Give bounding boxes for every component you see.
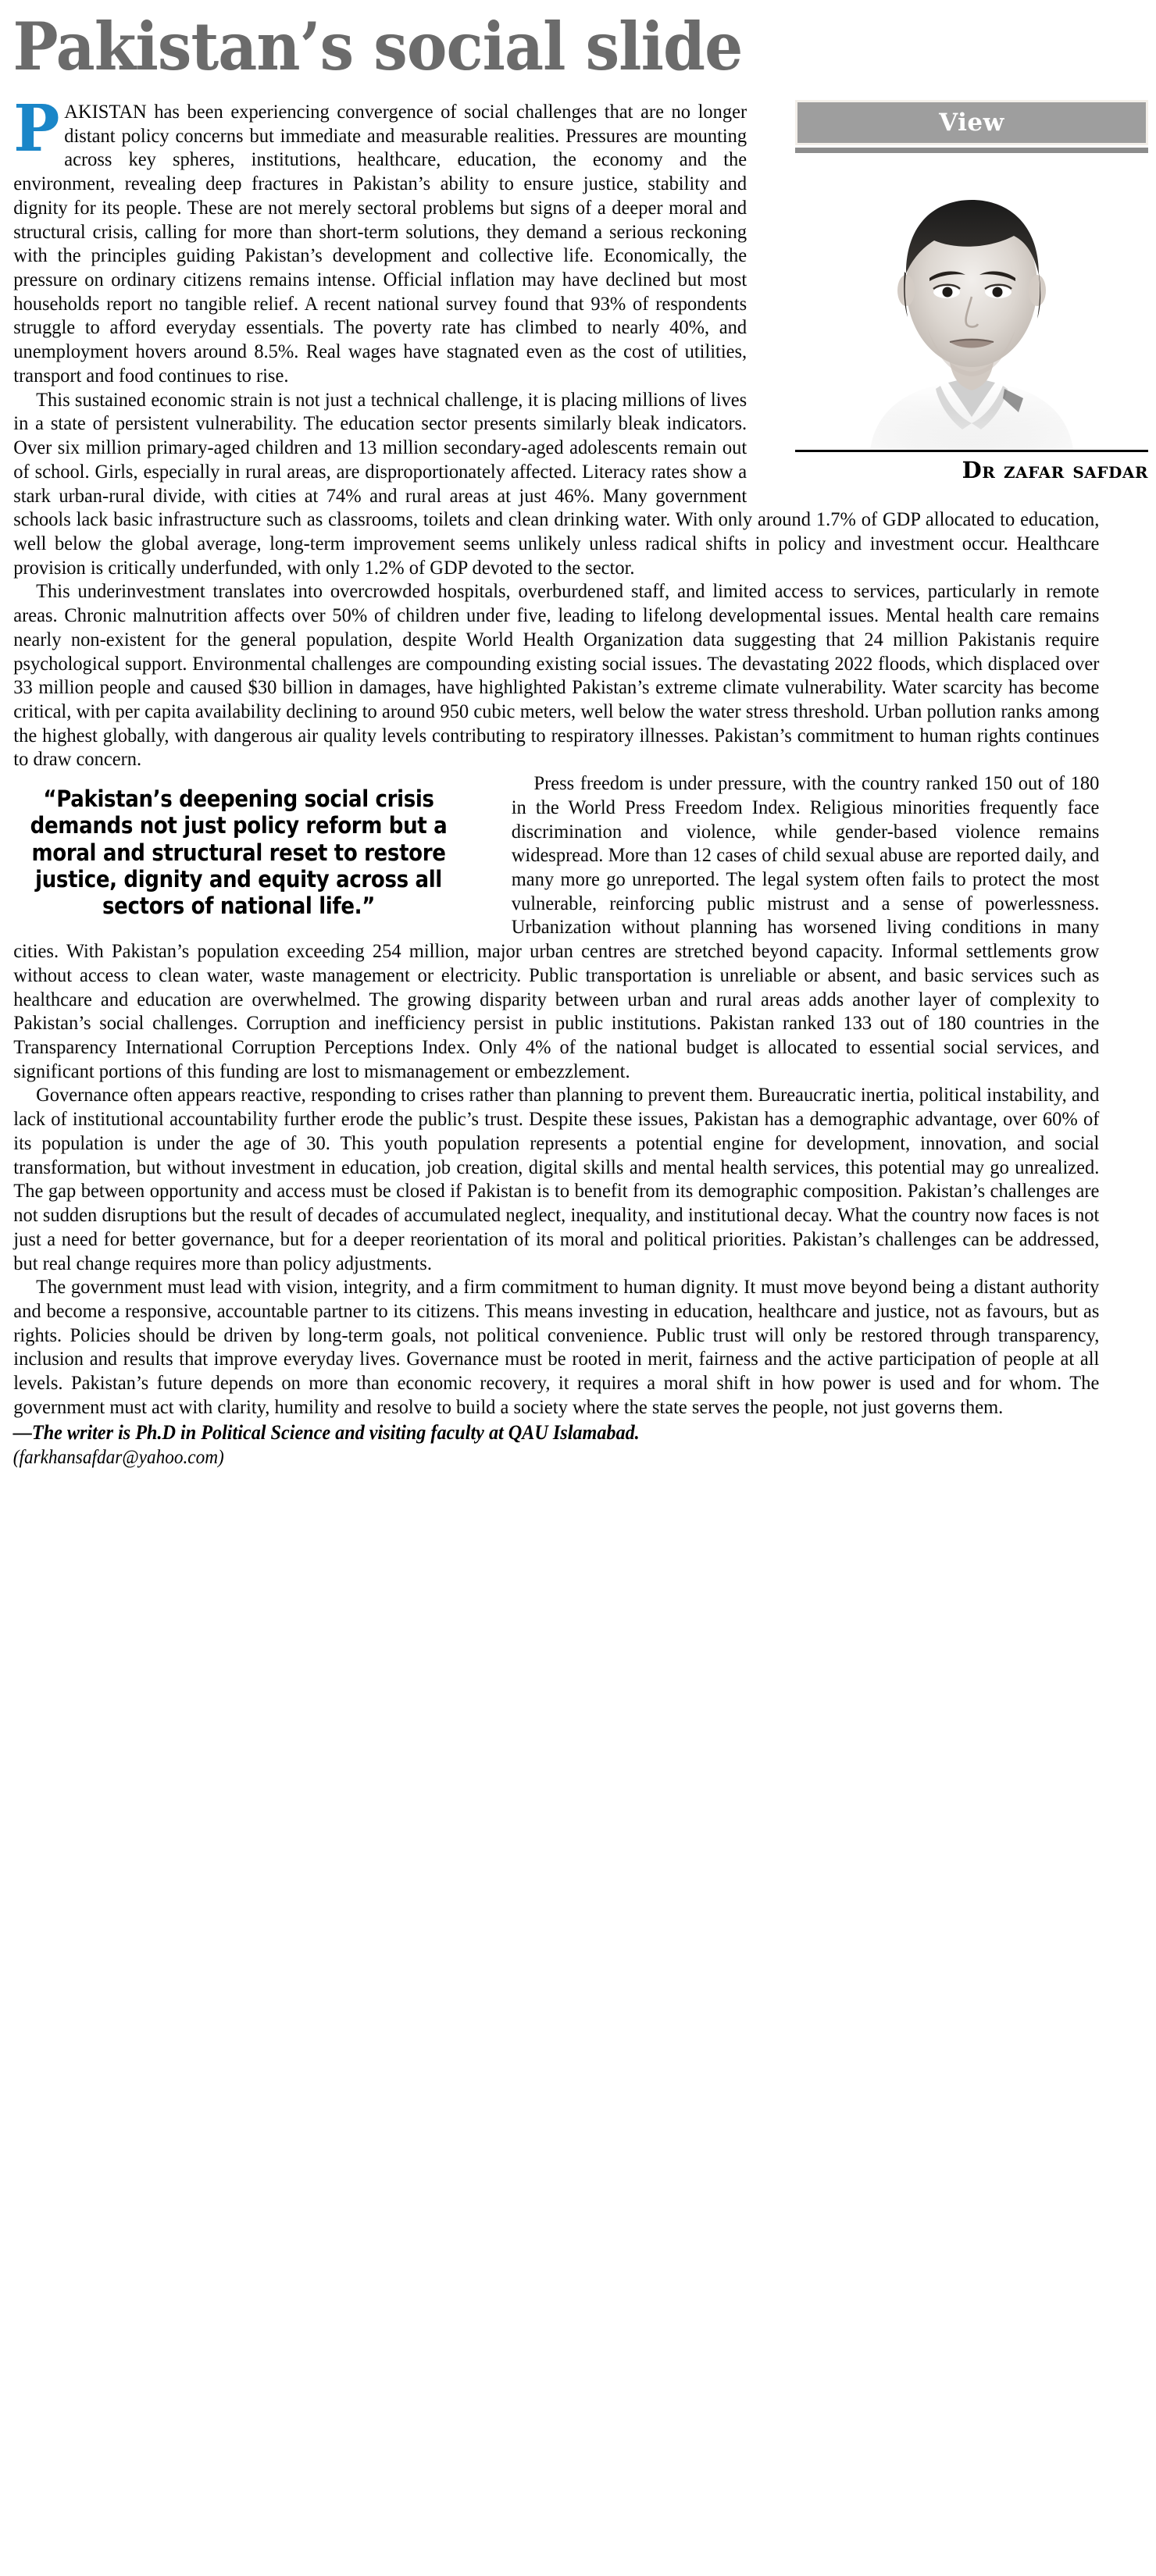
article-body [0, 91, 1110, 1420]
pull-quote: “Pakistan’s deepening social crisis demands not just policy reform but a moral and structural reset to restore justice, dignity and equity across all sectors of national life.” [30, 786, 448, 919]
paragraph-1-text: AKISTAN has been experiencing convergence of social challenges that are no longer distant policy concerns but immediate and measurable realities. Pressures are mounting across key spheres, institutions, healthcare, education, the economy and the environment, revealing deep fractures in Pakistan’s ability to ensure justice, stability and dignity for its people. These are not merely sectoral problems but signs of a deeper moral and structural crisis, calling for more than short-term solutions, they demand a serious reckoning with the principles guiding Pakistan’s development and collective life. Economically, the pressure on ordinary citizens remains intense. Official inflation may have declined but most households report no tangible relief. A recent national survey found that 93% of respondents struggle to afford everyday essentials. The poverty rate has climbed to nearly 40%, and unemployment hovers around 8.5%. Real wages have stagnated even as the cost of utilities, transport and food continues to rise. [13, 100, 747, 387]
paragraph-3-text: This underinvestment translates into overcrowded hospitals, overburdened staff, and limited access to services, particularly in remote areas. Chronic malnutrition affects over 50% of children under five, leading to lifelong developmental issues. Mental health care remains nearly non-existent for the general population, despite World Health Organization data suggesting that 24 million Pakistanis require psychological support. Environmental challenges are compounding existing social issues. The devastating 2022 floods, which displaced over 33 million people and caused $30 billion in damages, have highlighted Pakistan’s extreme climate vulnerability. Water scarcity has become critical, with per capita availability declining to around 950 cubic meters, well below the water stress threshold. Urban pollution ranks among the highest globally, with dangerous air quality levels contributing to respiratory illnesses. Pakistan’s commitment to human rights continues to draw concern. [13, 579, 1100, 771]
author-name: Dr zafar safdar [962, 457, 1148, 483]
paragraph-3 [13, 579, 1099, 771]
page-title: Pakistan’s social slide [12, 8, 743, 85]
paragraph-1 [13, 91, 1099, 388]
writer-email[interactable]: (farkhansafdar@yahoo.com) [12, 1447, 224, 1469]
section-label: View [939, 109, 1004, 137]
paragraph-4: Press freedom is under pressure, with the country ranked 150 out of 180 in the World Press Freedom Index. Religious minorities frequently face discrimination and violence, while gender-based violence remains widespread. More than 12 cases of child sexual abuse are reported daily, and many more go unreported. The legal system often fails to protect the most vulnerable, reinforcing public mistrust and a sense of powerlessness. Urbanization without planning has worsened living conditions in many cities. With Pakistan’s population exceeding 254 million, major urban centres are stretched beyond capacity. Informal settlements grow without access to clean water, waste management or electricity. Public transportation is unreliable or absent, and basic services such as healthcare and education are overwhelmed. The growing disparity between urban and rural areas adds another layer of complexity to Pakistan’s social challenges. Corruption and inefficiency persist in public institutions. Pakistan ranked 133 out of 180 countries in the Transparency International Corruption Perceptions Index. Only 4% of the national budget is allocated to essential social services, and significant portions of this funding are lost to mismanagement or embezzlement. [13, 771, 1100, 1082]
paragraph-6: The government must lead with vision, integrity, and a firm commitment to human dignity. It must move beyond being a distant authority and become a responsive, accountable partner to its citizens. This means investing in education, healthcare and justice, not as favours, but as rights. Policies should be driven by long-term goals, not political convenience. Public trust will only be restored through transparency, inclusion and results that improve everyday lives. Governance must be rooted in merit, fairness and the active participation of people at all levels. Pakistan’s future depends on more than economic recovery, it requires a moral shift in how power is used and for whom. The government must act with clarity, humility and resolve to build a society where the state serves the people, not just governs them. [13, 1275, 1100, 1418]
closing-byline [0, 1420, 1075, 1470]
drop-cap: P [13, 91, 60, 166]
paragraph-2: This sustained economic strain is not just a technical challenge, it is placing millions of lives in a state of persistent vulnerability. The education sector presents similarly bleak indicators. Over six million primary-aged children and 13 million secondary-aged adolescents remain out of school. Girls, especially in rural areas, are disproportionately affected. Literacy rates show a stark urban-rural divide, with cities at 74% and rural areas at just 46%. Many government schools lack basic infrastructure such as classrooms, toilets and clean drinking water. With only around 1.7% of GDP allocated to education, well below the global average, long-term improvement seems unlikely unless radical shifts in policy and investment occur. Healthcare provision is critically underfunded, with only 1.2% of GDP devoted to the sector. [13, 387, 1100, 579]
writer-note: —The writer is Ph.D in Political Science and visiting faculty at QAU Islamabad. [12, 1420, 640, 1444]
paragraph-5: Governance often appears reactive, responding to crises rather than planning to prevent them. Bureaucratic inertia, political instability, and lack of institutional accountability further erode the public’s trust. Despite these issues, Pakistan has a demographic advantage, over 60% of its population is under the age of 30. This youth population represents a potential engine for development, innovation, and social transformation, but without investment in education, job creation, digital skills and mental health services, this potential may go unrealized. The gap between opportunity and access must be closed if Pakistan is to benefit from its demographic composition. Pakistan’s challenges are not sudden disruptions but the result of decades of accumulated neglect, inequality, and institutional decay. What the country now faces is not just a need for better governance, but for a deeper reorientation of its moral and political priorities. Pakistan’s challenges can be addressed, but real change requires more than policy adjustments. [13, 1083, 1100, 1274]
